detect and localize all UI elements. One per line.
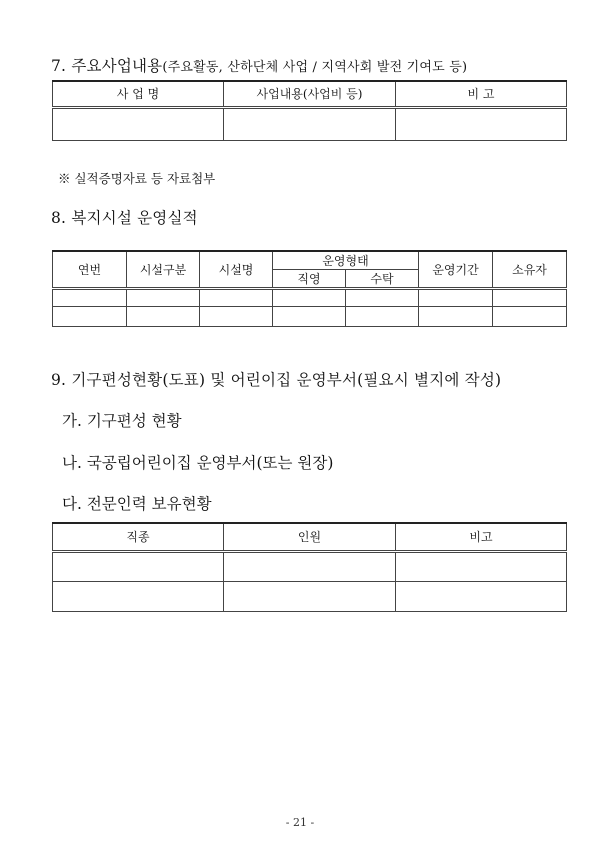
facility-header-type: 시설구분 — [127, 251, 200, 289]
staff-header-remarks: 비고 — [396, 523, 567, 551]
table-cell[interactable] — [493, 289, 567, 307]
table-cell[interactable] — [346, 289, 419, 307]
facility-header-no: 연번 — [53, 251, 127, 289]
table-cell[interactable] — [53, 551, 224, 581]
table-cell[interactable] — [53, 289, 127, 307]
evidence-note: ※ 실적증명자료 등 자료첨부 — [58, 171, 216, 186]
staff-header-job: 직종 — [53, 523, 224, 551]
business-header-content: 사업내용(사업비 등) — [224, 81, 396, 107]
staff-header-count: 인원 — [224, 523, 396, 551]
section9-title: 9. 기구편성현황(도표) 및 어린이집 운영부서(필요시 별지에 작성) — [51, 371, 502, 389]
section9-item-ga: 가. 기구편성 현황 — [62, 412, 182, 430]
table-cell[interactable] — [273, 307, 346, 327]
business-header-remarks: 비 고 — [396, 81, 567, 107]
section9-item-da: 다. 전문인력 보유현황 — [62, 495, 212, 513]
table-cell[interactable] — [493, 307, 567, 327]
table-row — [53, 307, 567, 327]
business-header-name: 사 업 명 — [53, 81, 224, 107]
facility-header-period: 운영기간 — [419, 251, 493, 289]
table-row — [53, 289, 567, 307]
table-cell[interactable] — [224, 551, 396, 581]
facility-header-name: 시설명 — [200, 251, 273, 289]
table-row — [53, 551, 567, 581]
table-row — [53, 107, 567, 140]
table-cell[interactable] — [53, 581, 224, 611]
facility-header-consigned: 수탁 — [346, 270, 419, 289]
table-cell[interactable] — [53, 307, 127, 327]
table-cell[interactable] — [200, 289, 273, 307]
table-cell[interactable] — [200, 307, 273, 327]
table-cell[interactable] — [127, 307, 200, 327]
section7-title: 7. 주요사업내용 — [51, 57, 163, 75]
facility-table — [52, 250, 567, 327]
facility-header-direct: 직영 — [273, 270, 346, 289]
facility-header-operation: 운영형태 — [273, 251, 419, 270]
table-cell[interactable] — [346, 307, 419, 327]
table-cell[interactable] — [396, 581, 567, 611]
page-number: - 21 - — [285, 816, 315, 829]
table-cell[interactable] — [396, 107, 567, 140]
facility-header-owner: 소유자 — [493, 251, 567, 289]
table-cell[interactable] — [224, 107, 396, 140]
table-cell[interactable] — [396, 551, 567, 581]
section7-title-note: (주요활동, 산하단체 사업 / 지역사회 발전 기여도 등) — [162, 60, 468, 75]
staff-table — [52, 522, 567, 612]
table-row — [53, 581, 567, 611]
table-cell[interactable] — [127, 289, 200, 307]
table-cell[interactable] — [419, 307, 493, 327]
table-cell[interactable] — [224, 581, 396, 611]
section8-title: 8. 복지시설 운영실적 — [51, 209, 198, 227]
section9-item-na: 나. 국공립어린이집 운영부서(또는 원장) — [62, 454, 334, 472]
business-table — [52, 80, 567, 141]
table-cell[interactable] — [53, 107, 224, 140]
section7-heading — [51, 54, 467, 76]
table-cell[interactable] — [273, 289, 346, 307]
table-cell[interactable] — [419, 289, 493, 307]
